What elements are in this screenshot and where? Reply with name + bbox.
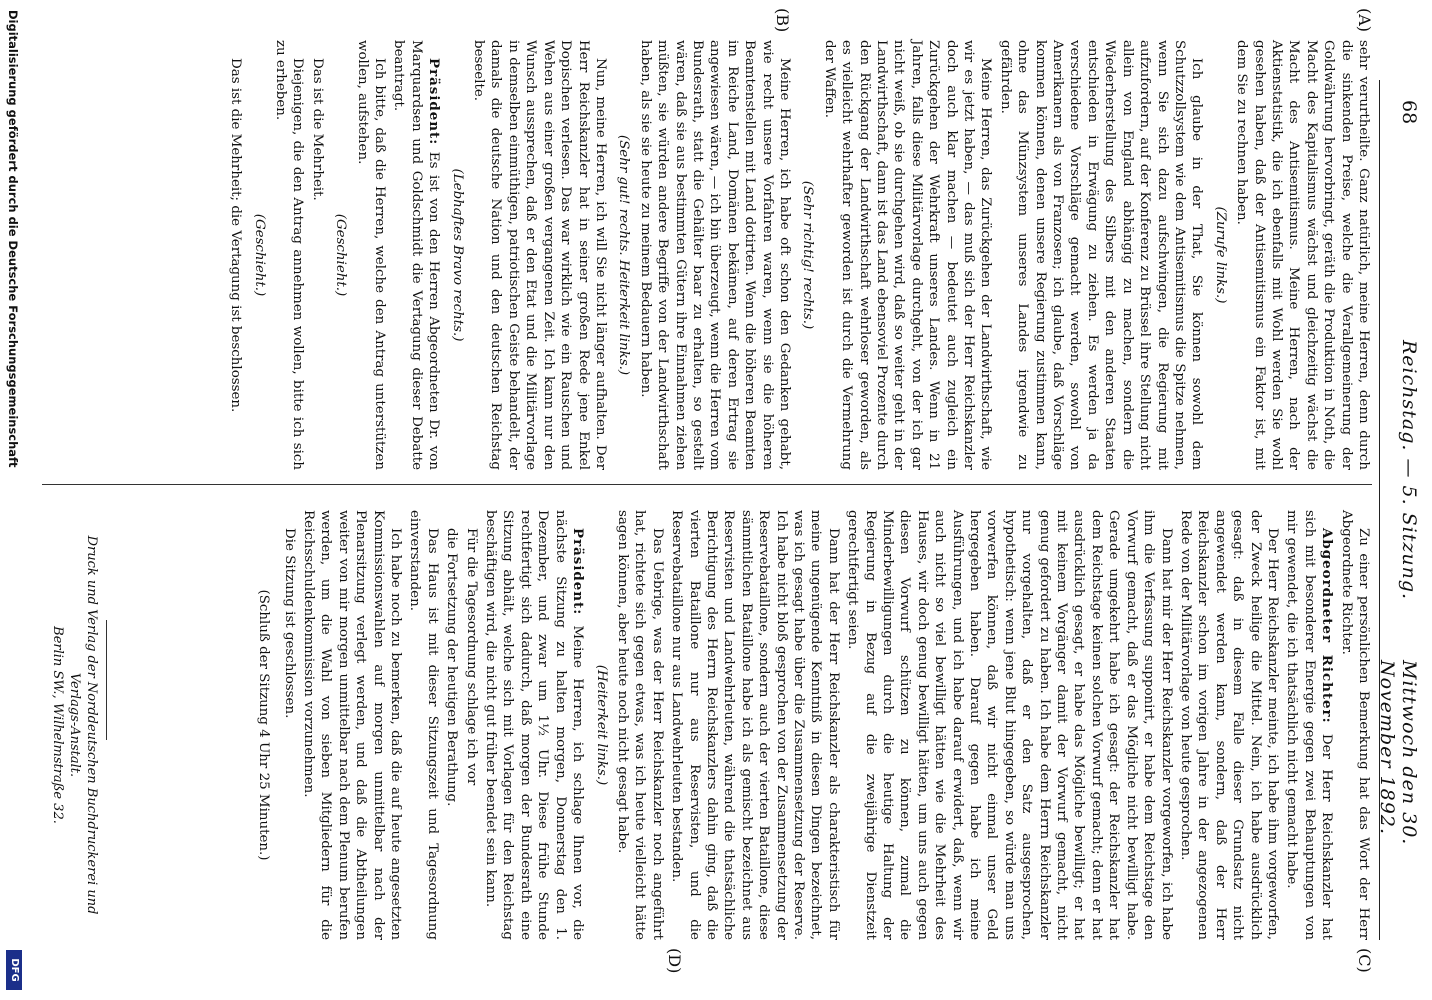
margin-mark-c: (C): [1355, 948, 1374, 973]
page-title: Reichstag. — 5. Sitzung.: [1398, 340, 1420, 601]
paragraph: Nun, meine Herren, ich will Sie nicht länger aufhalten. Der Herr Reichskanzler hat in seiner großen Rede jene Enkel Dopischen verlesen. Das war wirklich wie ein Rauschen und Wehen aus einer großen vergangenen Zeit. Ich kann nur den Wunsch aussprechen, daß er den Etat und die Militärvorlage in demselben einmüthigen, patriotischen Geiste behandelt, der damals die deutsche Nation und den deutschen Reichstag beseelte.: [471, 40, 608, 470]
speaker-name: Präsident:: [426, 58, 443, 146]
paragraph: Ich bitte, daß die Herren, welche den Antrag unterstützen wollen, aufstehen.: [354, 40, 388, 470]
interjection: (Heiterkeit links.): [593, 664, 609, 786]
page-header: [1376, 40, 1424, 940]
paragraph: Diejenigen, die den Antrag annehmen wollen, bitte ich sich zu erheben.: [273, 40, 306, 470]
footer-rule: [106, 620, 107, 740]
header-rule: [1379, 80, 1380, 940]
paragraph: Meine Herren, ich habe oft schon den Gedanken gehabt, wie recht unsere Vorfahren waren, wenn sie die höheren Beamtenstellen mit Land dotirten. Wenn die höheren Beamten im Reiche Land, Domänen bekämen, auf deren Ertrag sie angewiesen wären, — ich bin überzeugt, wenn die Herren vom Bundesrath, statt die Gehälter baar zu erhalten, so gestellt wären, daß sie aus bestimmten Gütern ihre Einnahmen ziehen müßten, sie würden andere Begriffe von der Landwirthschaft haben, als sie sie heute zu meinem Bedauern haben.: [637, 40, 792, 470]
paragraph: Dann hat der Herr Reichskanzler als charakteristisch für meine ungenügende Kenntniß in diesen Dingen bezeichnet, was ich gesagt habe über die Zusammensetzung der Reserve. Ich habe nicht bloß gesprochen von der Zusammensetzung der Reservebataillone, sondern auch der vierten Bataillone, diese sämmtlichen Bataillone habe ich als gemischt bezeichnet aus Reservisten und Landwehrleuten, während die thatsächliche Berichtigung des Herrn Reichskanzlers dahin ging, daß die vierten Bataillone nur aus Reservisten, und die Reservebataillone nur aus Landwehrleuten bestanden.: [669, 510, 841, 940]
speaker-name: Präsident:: [570, 528, 587, 616]
printer-imprint: [49, 510, 100, 940]
page-number: 68: [1398, 100, 1420, 125]
interjection: (Geschieht.): [333, 213, 349, 297]
printer-line-2: Berlin SW., Wilhelmstraße 32.: [50, 626, 65, 824]
paragraph: Die Sitzung ist geschlossen.: [281, 528, 297, 719]
dfg-logo-icon: DFG: [6, 950, 22, 990]
paragraph: [482, 510, 586, 940]
interjection: (Sehr richtig! rechts.): [800, 180, 816, 330]
speech-text: Der Herr Reichskanzler hat sich mit besonderer Energie gegen zwei Behauptungen von mir gewendet, die ich thatsächlich nicht gemacht habe.: [1284, 510, 1335, 941]
speech-text: Meine Herren, ich schlage Ihnen vor, die nächste Sitzung zu halten morgen, Donnerstag den 1. Dezember, und zwar um 1½ Uhr. Diese frühe Stunde rechtfertigt sich dadurch, daß morgen der Bundesrath eine Sitzung abhält, welche sich mit Vorlagen für den Reichstag beschäftigen wird, die nicht gut früher beendet sein kann.: [483, 510, 586, 940]
paragraph: Der Herr Reichskanzler meinte, ich habe ihm vorgeworfen, der Zweck heilige die Mittel. Nein, ich habe ausdrücklich gesagt: daß in diesem Falle dieser Grundsatz nicht angewendet werden kann, sondern, daß der Herr Reichskanzler schon im vorigen Jahre in der angezogenen Rede von der Militärvorlage von heute gesprochen.: [1177, 510, 1280, 940]
speaker-name: Abgeordneter Richter:: [1319, 528, 1336, 724]
paragraph: Dann hat mir der Herr Reichskanzler vorgeworfen, ich habe ihm die Verfassung supponirt, er habe dem Reichstage den Vorwurf gemacht, daß er das Mögliche nicht bewilligt habe. Gerade umgekehrt habe ich gesagt: der Reichskanzler hat dem Reichstage keinen solchen Vorwurf gemacht; denn er hat ausdrücklich gesagt, er habe das Mögliche bewilligt; er hat mit keinem Vorgänger damit der Vorwurf gemacht, nicht genug gefordert zu haben. Ich habe dem Herrn Reichskanzler nur vorgehalten, daß er den Satz ausgesprochen, hypothetisch: wenn jene Blut hingegeben, so würde man uns vorwerfen können, daß wir nicht einmal unser Geld hergegeben haben. Darauf gegen habe ich meine Ausführungen, und ich habe darauf erwidert, daß, wenn wir auch nicht so viel bewilligt hätten wie die Mehrheit des Hauses, wir doch genug bewilligt hätten, um uns auch gegen diesen Vorwurf schützen zu können, zumal die Minderbewilligungen durch die heutige Haltung der Regierung in Bezug auf die zweijährige Dienstzeit gerechtfertigt seien.: [845, 510, 1174, 940]
left-column: [225, 40, 1372, 470]
digitization-note: [0, 0, 24, 1000]
session-date: Mittwoch den 30. November 1892.: [1376, 660, 1420, 846]
interjection: (Sehr gut! rechts. Heiterkeit links.): [616, 134, 632, 376]
interjection: (Lebhaftes Bravo rechts.): [449, 168, 465, 342]
interjection: (Zurufe links.): [1212, 206, 1228, 304]
margin-mark-d: (D): [665, 948, 684, 974]
column-divider: [42, 484, 1372, 485]
paragraph: die Fortsetzung der heutigen Berathung.: [444, 528, 460, 807]
margin-mark-b: (B): [773, 8, 792, 33]
paragraph: Das ist die Mehrheit.: [309, 58, 325, 201]
session-end-note: (Schluß der Sitzung 4 Uhr 25 Minuten.): [256, 589, 272, 861]
printer-line-1: Druck und Verlag der Norddeutschen Buchdruckerei und Verlags-Anstalt.: [67, 535, 99, 915]
paragraph: [390, 40, 442, 470]
paragraph: Ich habe noch zu bemerken, daß die auf heute angesetzten Kommissionswahlen auf morgen unmittelbar nach der Plenarsitzung verlegt werden, und daß die Abtheilungen weiter von mir morgen unmittelbar nach dem Plenum berufen werden, um die Wahl von sieben Mitgliedern für die Reichsschuldenkommission vorzunehmen.: [301, 510, 404, 940]
paragraph: Das Uebrige, was der Herr Reichskanzler noch angeführt hat, richtete sich gegen etwas, was ich heute vielleicht hätte sagen können, aber heute noch nicht gesagt habe.: [614, 510, 665, 940]
paragraph: Das ist die Mehrheit; die Vertagung ist beschlossen.: [228, 58, 244, 413]
right-column: [247, 510, 1372, 940]
paragraph: [1283, 510, 1335, 940]
interjection: (Geschieht.): [251, 213, 267, 297]
paragraph: Das Haus ist mit dieser Sitzungszeit und Tagesordnung einverstanden.: [407, 510, 440, 940]
digitization-text: Digitalisierung gefördert durch die Deutsche Forschungsgemeinschaft: [6, 10, 20, 468]
margin-mark-a: (A): [1355, 8, 1374, 33]
paragraph: Zu einer persönlichen Bemerkung hat das Wort der Herr Abgeordnete Richter.: [1338, 510, 1371, 940]
paragraph: Meine Herren, das Zurückgehen der Landwirthschaft, wie wir es jetzt haben, — das muß sich der Herr Reichskanzler doch auch klar machen — bedeutet auch zugleich ein Zurückgehen der Wehrkraft unseres Landes. Wenn in 21 Jahren, falls diese Militärvorlage durchgeht, von der ich gar nicht weiß, ob sie durchgehen wird, daß so weiter geht in der Landwirthschaft, dann ist das Land ebensoviel Prozente durch den Rückgang der Landwirthschaft wehrloser geworden, als es vielleicht wehrhafter geworden ist durch die Vermehrung der Waffen.: [821, 40, 994, 470]
paragraph: sehr verurtheilte. Ganz natürlich, meine Herren, denn durch die sinkenden Preise, welche die Verallgemeinerung der Goldwährung hervorbringt, geräth die Produktion in Noth, die Macht des Kapitalismus wächst und gleichzeitig wächst die Macht des Antisemitismus. Meine Herren, nach der Aktienstatistik, die ich ebenfalls mit Wohl werden Sie wohl gesehen haben, daß der Antisemitismus ein Faktor ist, mit dem Sie zu rechnen haben.: [1234, 40, 1371, 470]
speech-text: Es ist von den Herren Abgeordneten Dr. von Marquardsen und Goldschmidt die Vertagung dieser Debatte beantragt.: [391, 40, 442, 470]
paragraph: Ich glaube in der That, Sie können sowohl dem Schutzzollsystem wie dem Antisemitismus die Spitze nehmen, wenn Sie sich dazu aufschwingen, die Regierung mit aufzufordern, auf der Konferenz zu Brüssel ihre Stellung nicht allein von England abhängig zu machen, sondern die Wiederherstellung des Silbers mit den anderen Staaten entschieden in Erwägung zu ziehen. Es werden ja da verschiedene Vorschläge gemacht werden, sowohl von Amerikanern als von Franzosen; ich glaube, daß Vorschläge kommen können, denen unsere Regierung zustimmen kann, ohne das Münzsystem unseres Landes irgendwie zu gefährden.: [997, 40, 1205, 470]
paragraph: Für die Tagesordnung schlage ich vor: [463, 528, 479, 786]
